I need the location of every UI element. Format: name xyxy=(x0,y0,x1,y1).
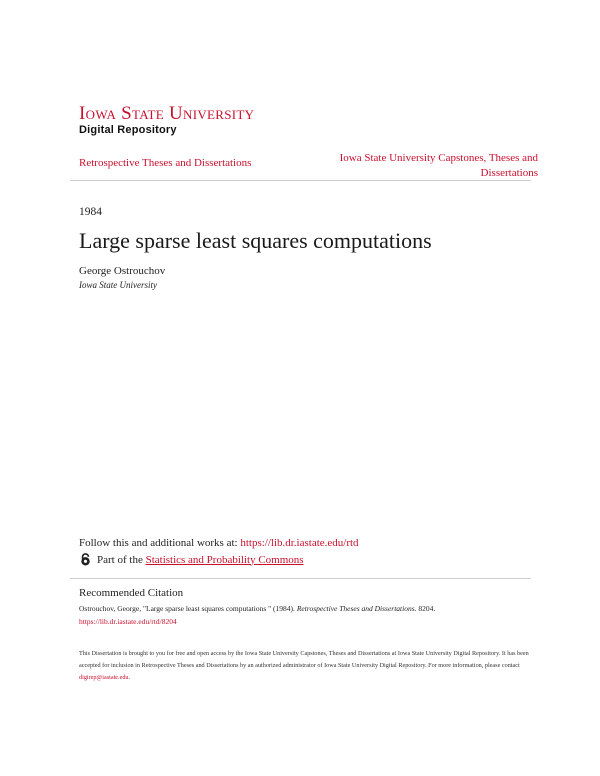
citation-suffix: . 8204. xyxy=(414,604,436,613)
access-statement-end: . xyxy=(128,674,131,681)
part-of-text: Part of the xyxy=(97,553,143,566)
rtd-url-link[interactable]: https://lib.dr.iastate.edu/rtd xyxy=(240,537,359,549)
citation-series: Retrospective Theses and Dissertations xyxy=(296,604,415,613)
part-of-line xyxy=(79,553,304,566)
citation-url-link[interactable]: https://lib.dr.iastate.edu/rtd/8204 xyxy=(79,617,177,626)
capstones-theses-link[interactable]: Iowa State University Capstones, Theses and Dissertations xyxy=(339,152,538,179)
recommended-citation-heading: Recommended Citation xyxy=(79,587,184,599)
citation-text xyxy=(79,602,524,628)
digital-repository-label: Digital Repository xyxy=(79,124,177,136)
access-statement-text: This Dissertation is brought to you for free and open access by the Iowa State University Capstones, Theses and Dissertations at Iowa State University Digital Repository. It has been accepted for inclusion in Retrospective Theses and Dissertations by an authorized administrator of Iowa State University Digital Repository. For more information, please contact xyxy=(79,650,529,669)
citation-divider xyxy=(70,578,531,579)
document-title: Large sparse least squares computations xyxy=(79,228,432,253)
citation-prefix: Ostrouchov, George, "Large sparse least squares computations " (1984). xyxy=(79,604,297,613)
contact-email-link[interactable]: digirep@iastate.edu xyxy=(79,674,129,681)
follow-text: Follow this and additional works at: xyxy=(79,537,241,549)
publication-year: 1984 xyxy=(79,206,102,218)
header-divider xyxy=(70,180,531,181)
statistics-commons-link[interactable]: Statistics and Probability Commons xyxy=(145,553,304,566)
author-name: George Ostrouchov xyxy=(79,265,166,277)
retrospective-theses-link[interactable]: Retrospective Theses and Dissertations xyxy=(79,157,252,169)
author-affiliation: Iowa State University xyxy=(79,280,157,290)
access-statement xyxy=(79,648,529,684)
open-access-icon xyxy=(79,553,92,566)
follow-line xyxy=(79,537,359,549)
isu-logo-wordmark[interactable]: Iowa State University xyxy=(79,103,255,124)
